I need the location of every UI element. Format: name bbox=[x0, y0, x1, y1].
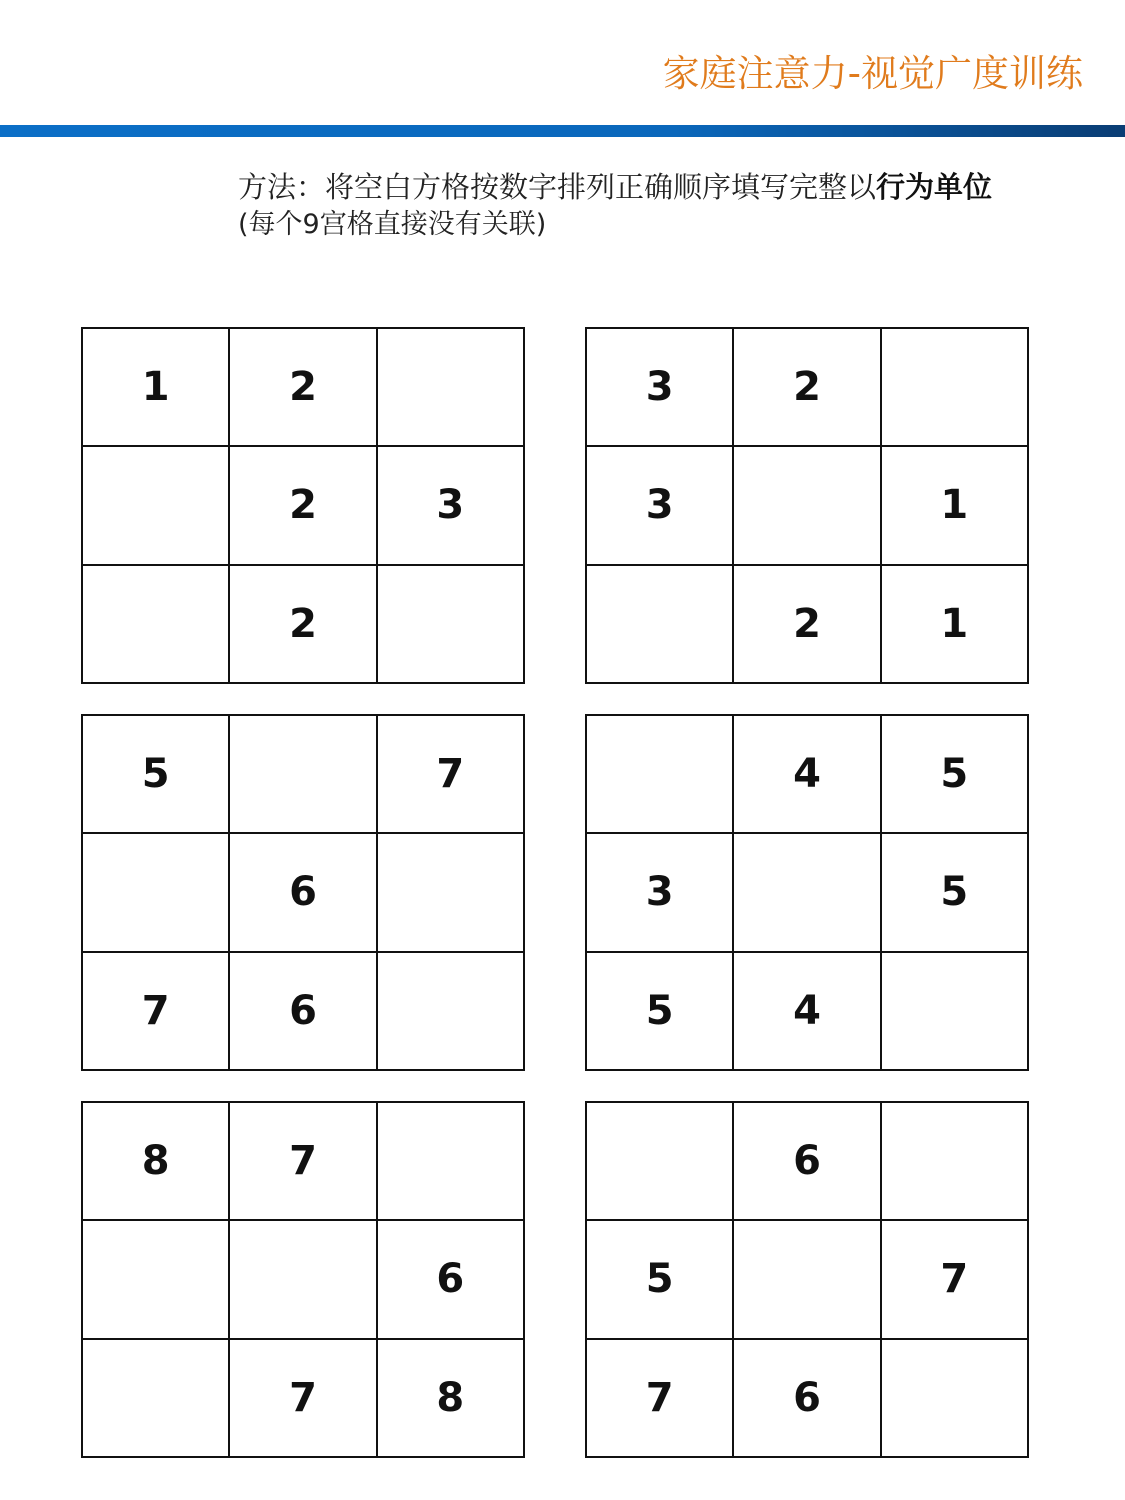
header-divider-bar bbox=[0, 125, 1125, 137]
grid-cell[interactable] bbox=[83, 834, 230, 952]
grid-cell[interactable]: 2 bbox=[230, 566, 377, 684]
grid-cell[interactable] bbox=[734, 1221, 881, 1339]
grid-cell[interactable]: 5 bbox=[882, 834, 1029, 952]
instructions-text: 方法：将空白方格按数字排列正确顺序填写完整以 bbox=[238, 170, 877, 204]
grid-cell[interactable]: 3 bbox=[587, 834, 734, 952]
grid-cell[interactable]: 3 bbox=[378, 447, 525, 565]
instructions-emphasis: 行为单位 bbox=[876, 170, 993, 204]
grid-cell[interactable]: 5 bbox=[587, 1221, 734, 1339]
grid-cell[interactable]: 3 bbox=[587, 447, 734, 565]
grid-cell[interactable]: 2 bbox=[230, 329, 377, 447]
grid-1 bbox=[81, 327, 525, 684]
grid-cell[interactable]: 7 bbox=[230, 1340, 377, 1458]
instructions bbox=[238, 168, 992, 244]
grid-cell[interactable] bbox=[882, 329, 1029, 447]
grid-cell[interactable] bbox=[882, 1103, 1029, 1221]
grid-cell[interactable]: 6 bbox=[378, 1221, 525, 1339]
grid-cell[interactable] bbox=[734, 447, 881, 565]
grid-cell[interactable]: 1 bbox=[882, 566, 1029, 684]
grid-cell[interactable] bbox=[378, 566, 525, 684]
grid-2 bbox=[585, 327, 1029, 684]
grid-cell[interactable] bbox=[230, 1221, 377, 1339]
grid-cell[interactable] bbox=[230, 716, 377, 834]
grid-cell[interactable]: 6 bbox=[734, 1103, 881, 1221]
grid-cell[interactable]: 7 bbox=[587, 1340, 734, 1458]
grid-cell[interactable]: 5 bbox=[587, 953, 734, 1071]
grid-cell[interactable] bbox=[83, 447, 230, 565]
instructions-note: (每个9宫格直接没有关联) bbox=[238, 209, 547, 240]
grid-cell[interactable] bbox=[378, 329, 525, 447]
grid-cell[interactable] bbox=[378, 1103, 525, 1221]
grid-cell[interactable]: 6 bbox=[230, 953, 377, 1071]
grid-cell[interactable] bbox=[587, 566, 734, 684]
grid-4 bbox=[585, 714, 1029, 1071]
grid-cell[interactable] bbox=[587, 1103, 734, 1221]
grid-cell[interactable] bbox=[587, 716, 734, 834]
grid-cell[interactable]: 1 bbox=[83, 329, 230, 447]
grid-cell[interactable] bbox=[83, 566, 230, 684]
grid-cell[interactable]: 5 bbox=[882, 716, 1029, 834]
grid-cell[interactable]: 2 bbox=[734, 566, 881, 684]
grid-5 bbox=[81, 1101, 525, 1458]
grid-cell[interactable]: 7 bbox=[378, 716, 525, 834]
grid-3 bbox=[81, 714, 525, 1071]
grid-cell[interactable]: 7 bbox=[83, 953, 230, 1071]
grid-cell[interactable]: 4 bbox=[734, 953, 881, 1071]
grid-6 bbox=[585, 1101, 1029, 1458]
page-title: 家庭注意力-视觉广度训练 bbox=[662, 52, 1083, 95]
grid-cell[interactable] bbox=[83, 1340, 230, 1458]
grid-cell[interactable]: 8 bbox=[378, 1340, 525, 1458]
grid-cell[interactable] bbox=[378, 834, 525, 952]
grid-cell[interactable]: 3 bbox=[587, 329, 734, 447]
grid-cell[interactable]: 5 bbox=[83, 716, 230, 834]
grid-cell[interactable] bbox=[734, 834, 881, 952]
grid-cell[interactable] bbox=[83, 1221, 230, 1339]
grid-cell[interactable] bbox=[882, 953, 1029, 1071]
grid-cell[interactable]: 1 bbox=[882, 447, 1029, 565]
grid-cell[interactable]: 2 bbox=[230, 447, 377, 565]
grid-cell[interactable]: 7 bbox=[882, 1221, 1029, 1339]
grid-cell[interactable]: 2 bbox=[734, 329, 881, 447]
grid-cell[interactable]: 8 bbox=[83, 1103, 230, 1221]
grid-cell[interactable] bbox=[378, 953, 525, 1071]
grid-cell[interactable]: 7 bbox=[230, 1103, 377, 1221]
grid-cell[interactable]: 6 bbox=[734, 1340, 881, 1458]
grid-cell[interactable]: 6 bbox=[230, 834, 377, 952]
grid-cell[interactable]: 4 bbox=[734, 716, 881, 834]
grid-cell[interactable] bbox=[882, 1340, 1029, 1458]
